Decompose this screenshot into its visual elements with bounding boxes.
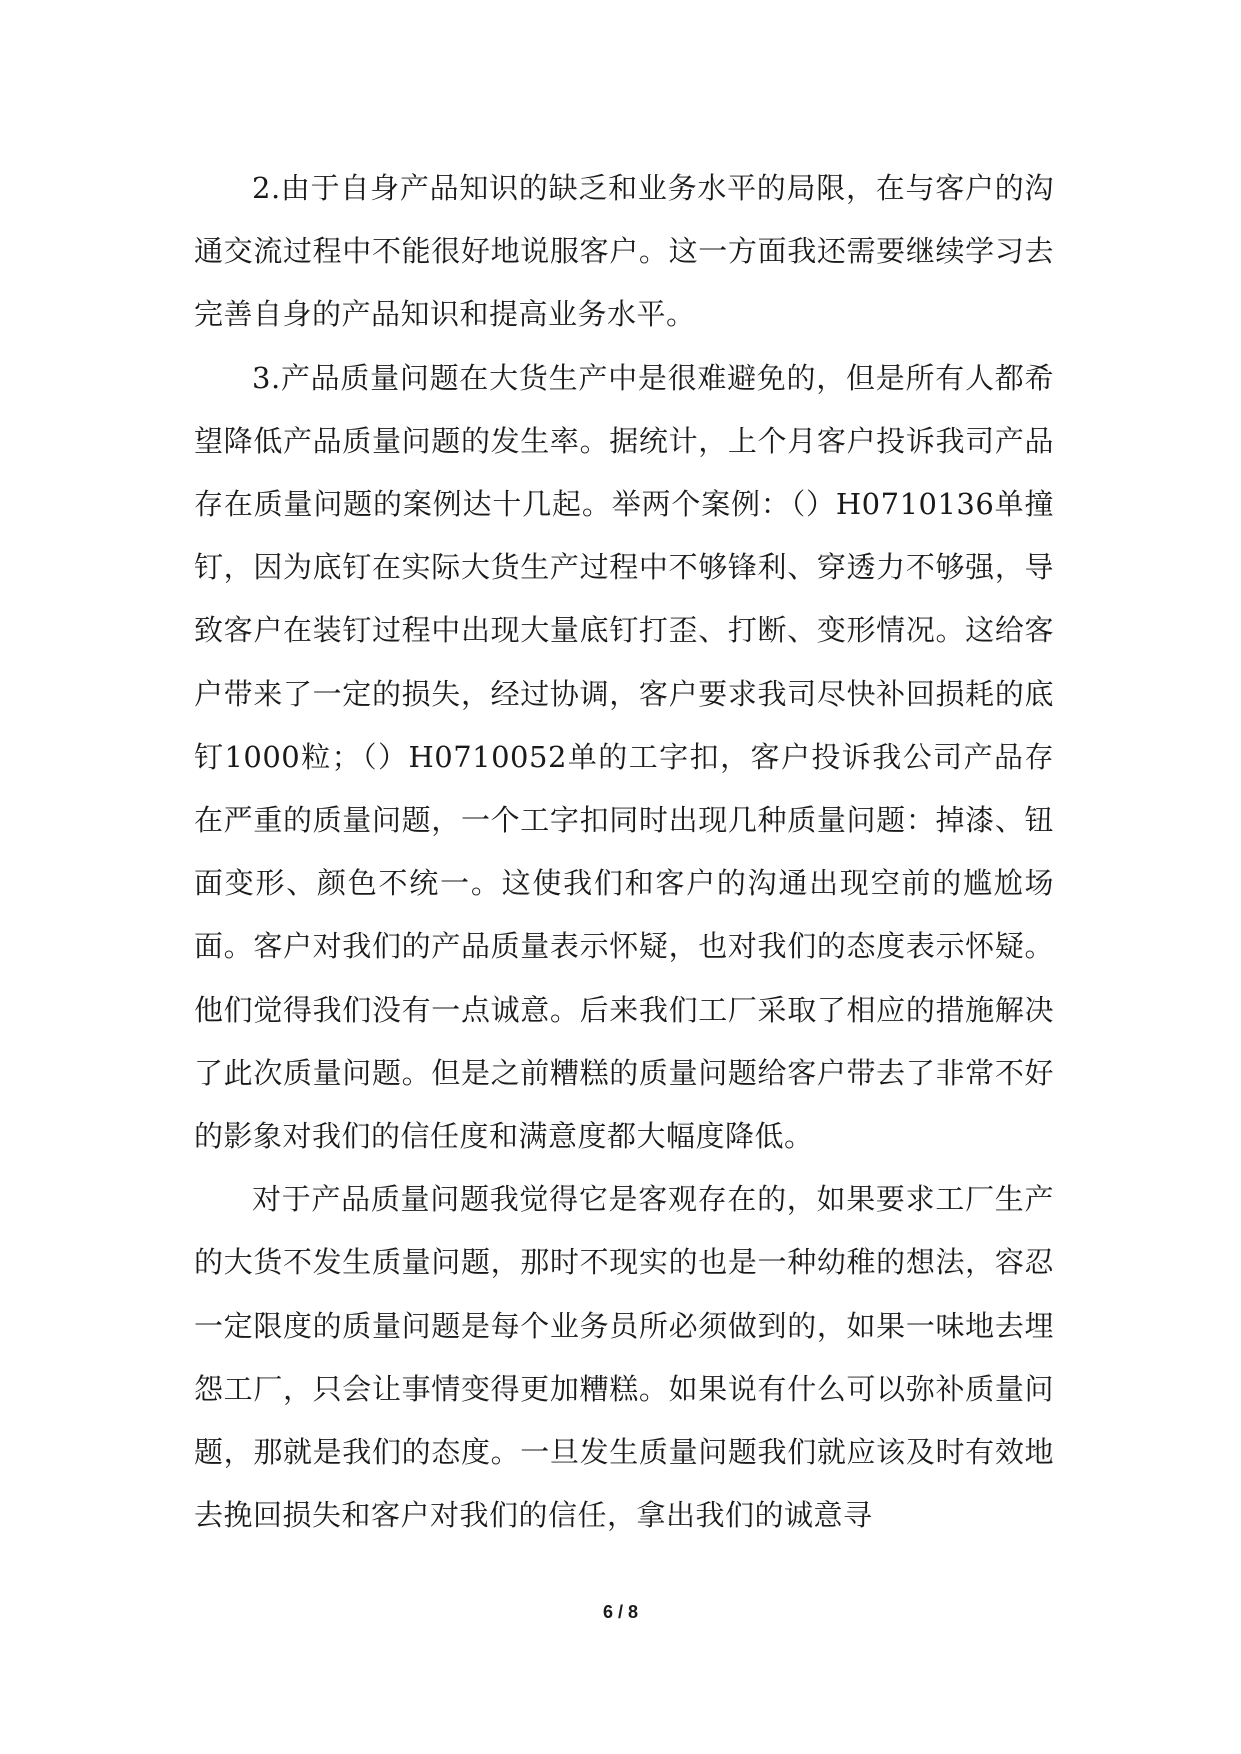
paragraph-point-3: 3.产品质量问题在大货生产中是很难避免的，但是所有人都希望降低产品质量问题的发生率。据统计，上个月客户投诉我司产品存在质量问题的案例达十几起。举两个案例：（）H0710136单撞钉，因为底钉在实际大货生产过程中不够锋利、穿透力不够强，导致客户在装钉过程中出现大量底钉打歪、打断、变形情况。这给客户带来了一定的损失，经过协调，客户要求我司尽快补回损耗的底钉1000粒；（）H0710052单的工字扣，客户投诉我公司产品存在严重的质量问题，一个工字扣同时出现几种质量问题：掉漆、钮面变形、颜色不统一。这使我们和客户的沟通出现空前的尴尬场面。客户对我们的产品质量表示怀疑，也对我们的态度表示怀疑。他们觉得我们没有一点诚意。后来我们工厂采取了相应的措施解决了此次质量问题。但是之前糟糕的质量问题给客户带去了非常不好的影象对我们的信任度和满意度都大幅度降低。 [194, 360, 1054, 1154]
document-body [194, 157, 1054, 1547]
paragraph-point-2: 2.由于自身产品知识的缺乏和业务水平的局限，在与客户的沟通交流过程中不能很好地说服客户。这一方面我还需要继续学习去完善自身的产品知识和提高业务水平。 [194, 171, 1054, 332]
page-number: 6 / 8 [602, 1602, 639, 1622]
paragraph-quality-attitude: 对于产品质量问题我觉得它是客观存在的，如果要求工厂生产的大货不发生质量问题，那时不现实的也是一种幼稚的想法，容忍一定限度的质量问题是每个业务员所必须做到的，如果一味地去埋怨工厂，只会让事情变得更加糟糕。如果说有什么可以弥补质量问题，那就是我们的态度。一旦发生质量问题我们就应该及时有效地去挽回损失和客户对我们的信任，拿出我们的诚意寻 [194, 1182, 1054, 1533]
